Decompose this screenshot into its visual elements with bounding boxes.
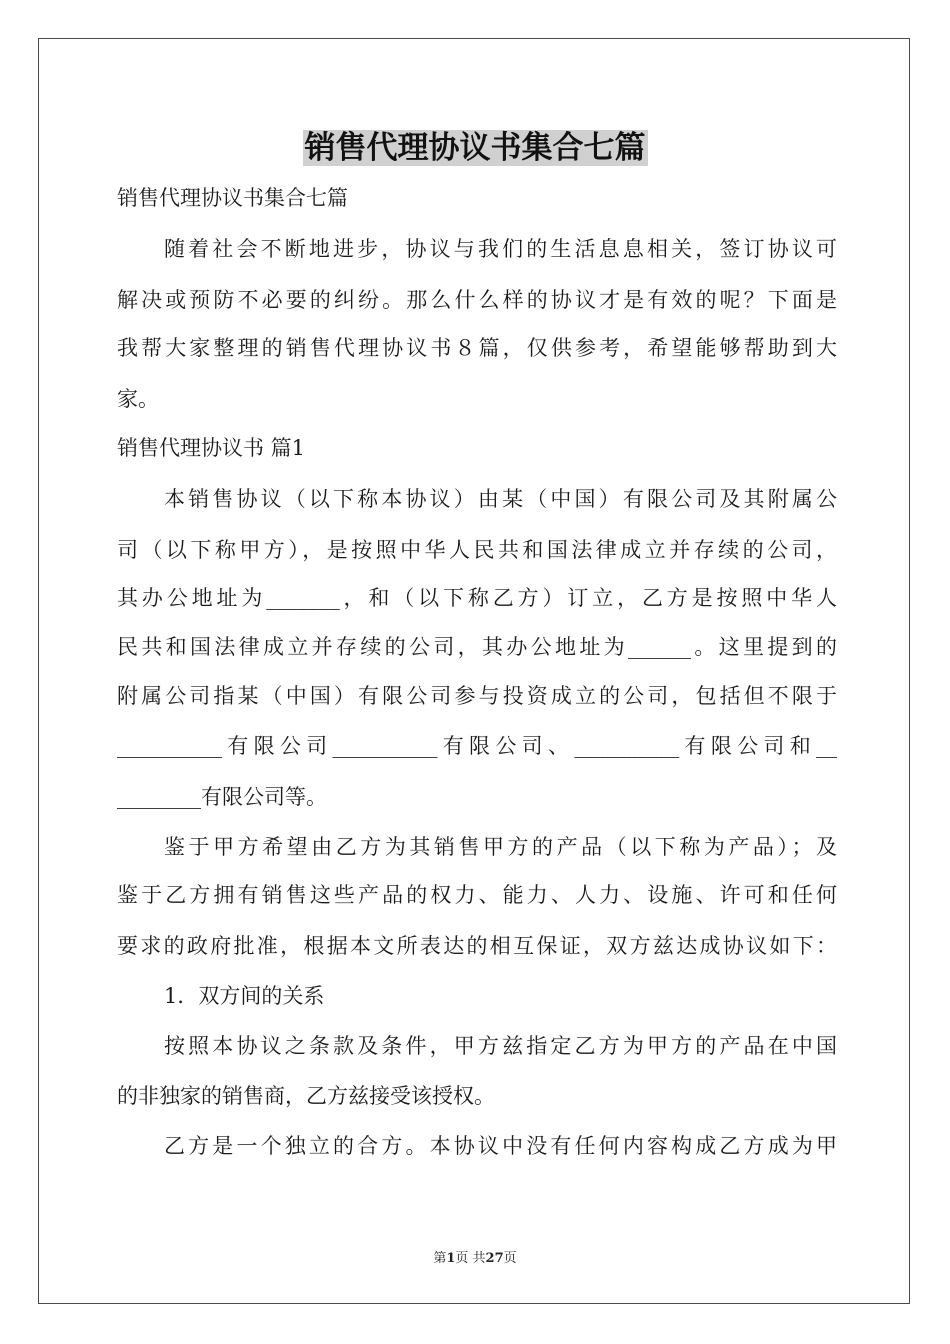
paragraph-line: 本销售协议（以下称本协议）由某（中国）有限公司及其附属公 [164,487,837,511]
paragraph-line: 的非独家的销售商，乙方兹接受该授权。 [117,1084,495,1108]
paragraph-line: 随着社会不断地进步，协议与我们的生活息息相关，签订协议可 [164,237,837,261]
paragraph-line: 按照本协议之条款及条件，甲方兹指定乙方为甲方的产品在中国 [164,1034,837,1058]
clause-heading: 1．双方间的关系 [164,984,325,1008]
paragraph-line: 家。 [117,387,159,411]
footer-total-pages: 27 [485,1251,504,1266]
footer-page-number: 1 [446,1251,456,1266]
paragraph-line: 乙方是一个独立的合方。本协议中没有任何内容构成乙方成为甲 [164,1134,837,1158]
section-heading: 销售代理协议书 篇1 [117,436,306,460]
paragraph-line: ________有限公司等。 [117,785,327,809]
paragraph-line: 要求的政府批准，根据本文所表达的相互保证，双方兹达成协议如下： [117,934,837,958]
footer-middle: 页 共 [455,1251,486,1266]
paragraph-line: 其办公地址为_______，和（以下称乙方）订立，乙方是按照中华人 [117,586,837,610]
title-text: 销售代理协议书集合七篇 [304,130,646,166]
paragraph-line: 附属公司指某（中国）有限公司参与投资成立的公司，包括但不限于 [117,684,837,708]
paragraph-line: 司（以下称甲方），是按照中华人民共和国法律成立并存续的公司， [117,538,837,562]
document-title [0,126,950,170]
page-border [38,38,910,1304]
paragraph-line: 民共和国法律成立并存续的公司，其办公地址为______。这里提到的 [117,635,837,659]
paragraph-line: 鉴于甲方希望由乙方为其销售甲方的产品（以下称为产品）；及 [164,835,837,859]
paragraph-line: __________有限公司__________有限公司、__________有限公司和__ [117,734,837,758]
paragraph-line: 解决或预防不必要的纠纷。那么什么样的协议才是有效的呢？下面是 [117,288,837,312]
paragraph-line: 我帮大家整理的销售代理协议书８篇，仅供参考，希望能够帮助到大 [117,336,837,360]
paragraph-line: 鉴于乙方拥有销售这些产品的权力、能力、人力、设施、许可和任何 [117,883,837,907]
page-footer [0,1247,950,1266]
footer-suffix: 页 [503,1251,517,1266]
footer-prefix: 第 [433,1251,447,1266]
subtitle-line: 销售代理协议书集合七篇 [117,186,348,210]
